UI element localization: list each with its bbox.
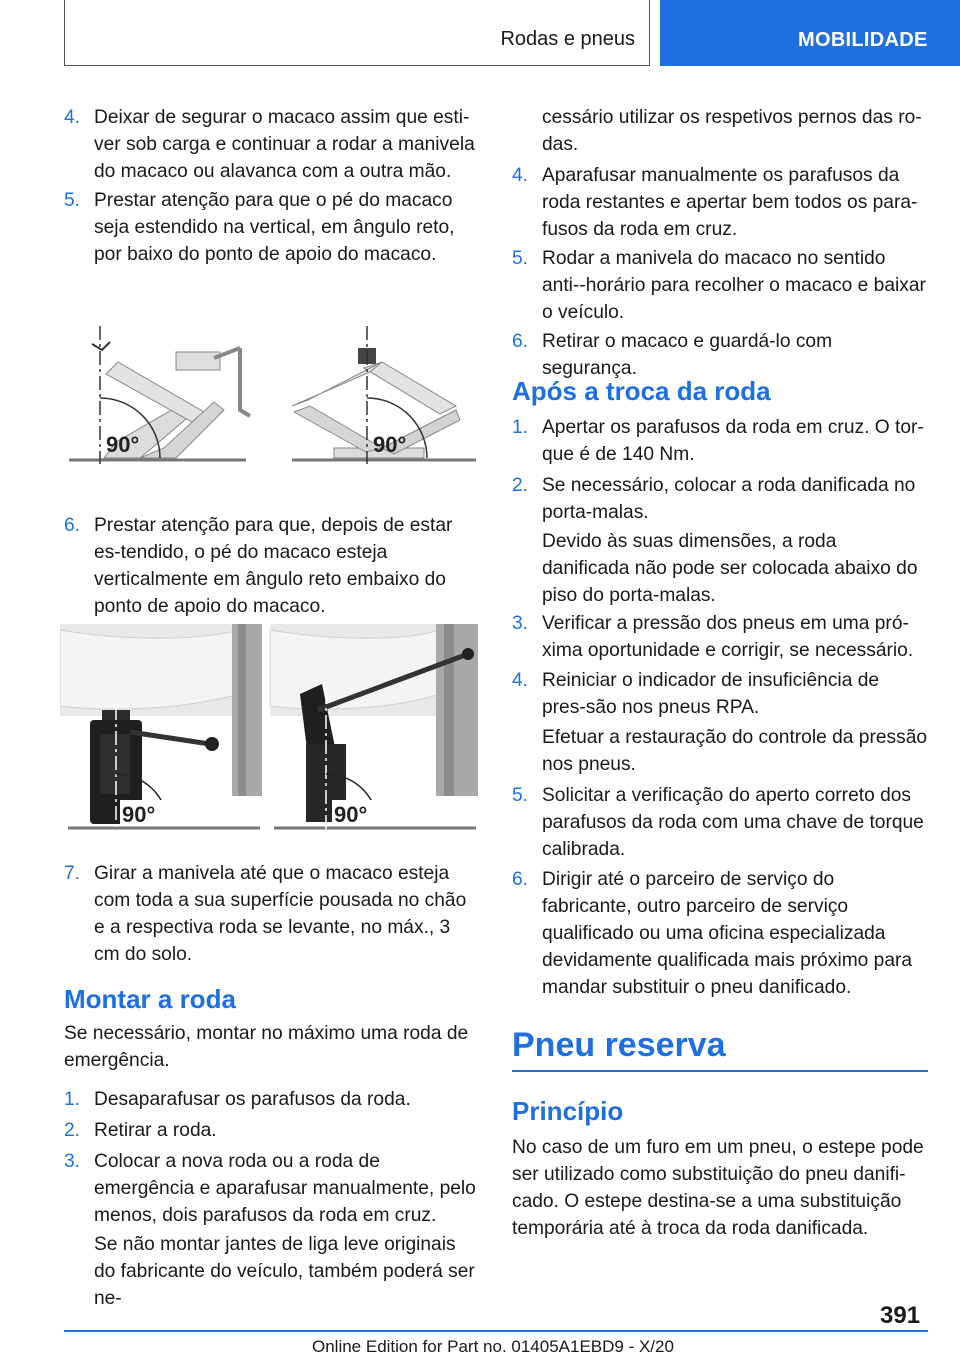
heading-rule — [512, 1070, 928, 1072]
subheading-principio: Princípio — [512, 1096, 624, 1126]
footer-rule — [64, 1330, 928, 1332]
montar-intro: Se necessário, montar no máximo uma roda de emergência. — [64, 1023, 469, 1071]
angle-label: 90° — [106, 432, 140, 457]
step-text: Retirar a roda. — [94, 1120, 217, 1141]
step-number: 1. — [512, 417, 529, 438]
step-note: Efetuar a restauração do controle da pressão nos pneus. — [542, 727, 928, 775]
step-text: Solicitar a verificação do aperto correto dos parafusos da roda com uma chave de torque calibrada. — [542, 785, 924, 860]
step-text: Verificar a pressão dos pneus em uma pró-xima oportunidade e corrigir, se necessário. — [542, 613, 914, 661]
jack-photo-right — [270, 624, 478, 832]
step-note: Devido às suas dimensões, a roda danificada não pode ser colocada abaixo do piso do porta-malas. — [542, 531, 918, 606]
step-number: 5. — [512, 248, 529, 269]
step-text: Colocar a nova roda ou a roda de emergência e aparafusar manualmente, pelo menos, dois parafusos da roda em cruz. — [94, 1151, 476, 1226]
reserva-text: No caso de um furo em um pneu, o estepe pode ser utilizado como substituição do pneu danifi-cado. O estepe destina-se a uma substituição temporária até à troca da roda danificada. — [512, 1137, 924, 1239]
header-section-box — [64, 0, 650, 66]
step-text: Desaparafusar os parafusos da roda. — [94, 1089, 411, 1110]
step-number: 7. — [64, 863, 81, 884]
step-number: 1. — [64, 1089, 81, 1110]
header-section-title: Rodas e pneus — [500, 28, 635, 50]
angle-label: 90° — [373, 432, 407, 457]
step-text: Reiniciar o indicador de insuficiência de pres-são nos pneus RPA. — [542, 670, 880, 718]
step-number: 6. — [512, 331, 529, 352]
section-heading-reserva: Pneu reserva — [512, 1026, 726, 1064]
scissor-jack-side-illustration — [69, 326, 250, 464]
step-text: Prestar atenção para que o pé do macaco seja estendido na vertical, em ângulo reto, por baixo do ponto de apoio do macaco. — [94, 190, 455, 265]
page-number: 391 — [880, 1302, 921, 1329]
continued-text: cessário utilizar os respetivos pernos das ro-das. — [542, 107, 922, 155]
scissor-jack-figure — [64, 322, 478, 470]
step-text: Retirar o macaco e guardá-lo com segurança. — [542, 331, 833, 379]
step-text: Rodar a manivela do macaco no sentido anti--horário para recolher o macaco e baixar o veículo. — [542, 248, 926, 323]
hydraulic-jack-figure — [60, 624, 478, 832]
step-text: Apertar os parafusos da roda em cruz. O tor-que é de 140 Nm. — [542, 417, 924, 465]
step-text: Se necessário, colocar a roda danificada no porta-malas. — [542, 475, 916, 523]
step-number: 6. — [512, 869, 529, 890]
montar-note: Se não montar jantes de liga leve originais do fabricante do veículo, também poderá ser ne- — [94, 1234, 475, 1309]
step-number: 5. — [64, 190, 81, 211]
step-number: 4. — [64, 107, 81, 128]
section-heading-montar: Montar a roda — [64, 984, 236, 1014]
section-heading-apos: Após a troca da roda — [512, 376, 771, 406]
step-number: 4. — [512, 670, 529, 691]
step-number: 2. — [512, 475, 529, 496]
step-text: Deixar de segurar o macaco assim que esti-ver sob carga e continuar a rodar a manivela do macaco ou alavanca com a outra mão. — [94, 107, 475, 182]
step-number: 5. — [512, 785, 529, 806]
angle-label: 90° — [334, 802, 368, 827]
step-text: Dirigir até o parceiro de serviço do fabricante, outro parceiro de serviço qualificado ou uma oficina especializada devidamente qualificada mais próximo para mandar substituir o pneu danificado. — [542, 869, 913, 998]
step-text: Girar a manivela até que o macaco esteja com toda a sua superfície pousada no chão e a respectiva roda se levante, no máx., 3 cm do solo. — [94, 863, 467, 965]
step-number: 3. — [512, 613, 529, 634]
step-number: 4. — [512, 165, 529, 186]
scissor-jack-front-illustration — [292, 326, 476, 464]
step-text: Prestar atenção para que, depois de estar es-tendido, o pé do macaco esteja verticalmente em ângulo reto embaixo do ponto de apoio do macaco. — [94, 515, 453, 617]
footer-edition: Online Edition for Part no. 01405A1EBD9 - X/20 — [312, 1337, 674, 1356]
step-text: Aparafusar manualmente os parafusos da roda restantes e apertar bem todos os para-fusos da roda em cruz. — [542, 165, 918, 240]
step-number: 2. — [64, 1120, 81, 1141]
jack-photo-left — [60, 624, 262, 832]
step-number: 6. — [64, 515, 81, 536]
step-number: 3. — [64, 1151, 81, 1172]
header-chapter-tab: MOBILIDADE — [660, 0, 960, 66]
angle-label: 90° — [122, 802, 156, 827]
